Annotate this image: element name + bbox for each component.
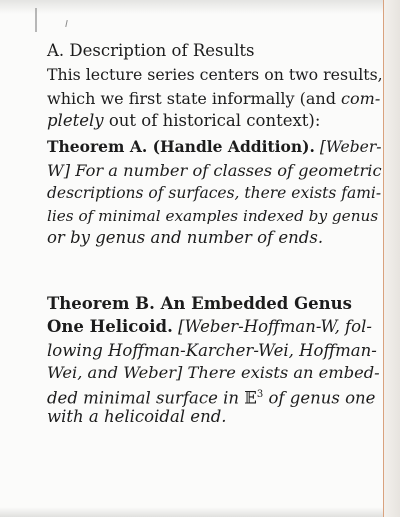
intro-line-2 <box>47 89 380 109</box>
theorem-a-line-4: lies of minimal examples indexed by genus <box>47 207 379 225</box>
theorem-a-attribution: [Weber- <box>314 138 382 156</box>
intro-line-3-italic: pletely <box>47 111 104 130</box>
theorem-a-line-1 <box>47 137 381 157</box>
margin-rule <box>383 0 384 517</box>
theorem-b-attribution: [Weber-Hoffman-W, fol- <box>172 317 372 336</box>
page-edge-shadow <box>384 0 400 517</box>
theorem-a-line-2: W] For a number of classes of geometric <box>47 161 382 180</box>
intro-line-3-text: out of historical context): <box>103 111 321 130</box>
scan-mark-small <box>65 20 67 27</box>
scan-mark <box>35 8 37 32</box>
theorem-b-line-2 <box>47 317 372 337</box>
theorem-a-line-3: descriptions of surfaces, there exists fami- <box>47 184 382 202</box>
intro-line-2-text: which we first state informally (and <box>47 89 342 108</box>
theorem-b-line-5-post: of genus one <box>263 388 376 408</box>
scan-shadow-bottom <box>0 507 400 517</box>
theorem-b-line-5 <box>47 385 375 409</box>
theorem-b-title-line-1: Theorem B. An Embedded Genus <box>47 294 352 313</box>
theorem-b-line-5-pre: ded minimal surface in <box>47 388 245 408</box>
intro-line-3 <box>47 111 320 131</box>
theorem-b-title-line-2: One Helicoid. <box>47 317 173 336</box>
intro-line-2-italic: com- <box>341 89 381 108</box>
intro-line-1: This lecture series centers on two results, <box>47 65 383 84</box>
section-heading: A. Description of Results <box>47 41 255 60</box>
blackboard-e-symbol: 𝔼 <box>244 388 257 408</box>
theorem-b-line-6: with a helicoidal end. <box>47 407 227 426</box>
exponent-three: 3 <box>256 389 264 400</box>
theorem-a-title: Theorem A. (Handle Addition). <box>47 137 315 156</box>
theorem-b-line-4: Wei, and Weber] There exists an embed- <box>47 363 380 382</box>
theorem-a-line-5: or by genus and number of ends. <box>47 228 324 247</box>
scan-shadow-top <box>0 0 400 14</box>
theorem-b-line-3: lowing Hoffman-Karcher-Wei, Hoffman- <box>47 341 377 360</box>
